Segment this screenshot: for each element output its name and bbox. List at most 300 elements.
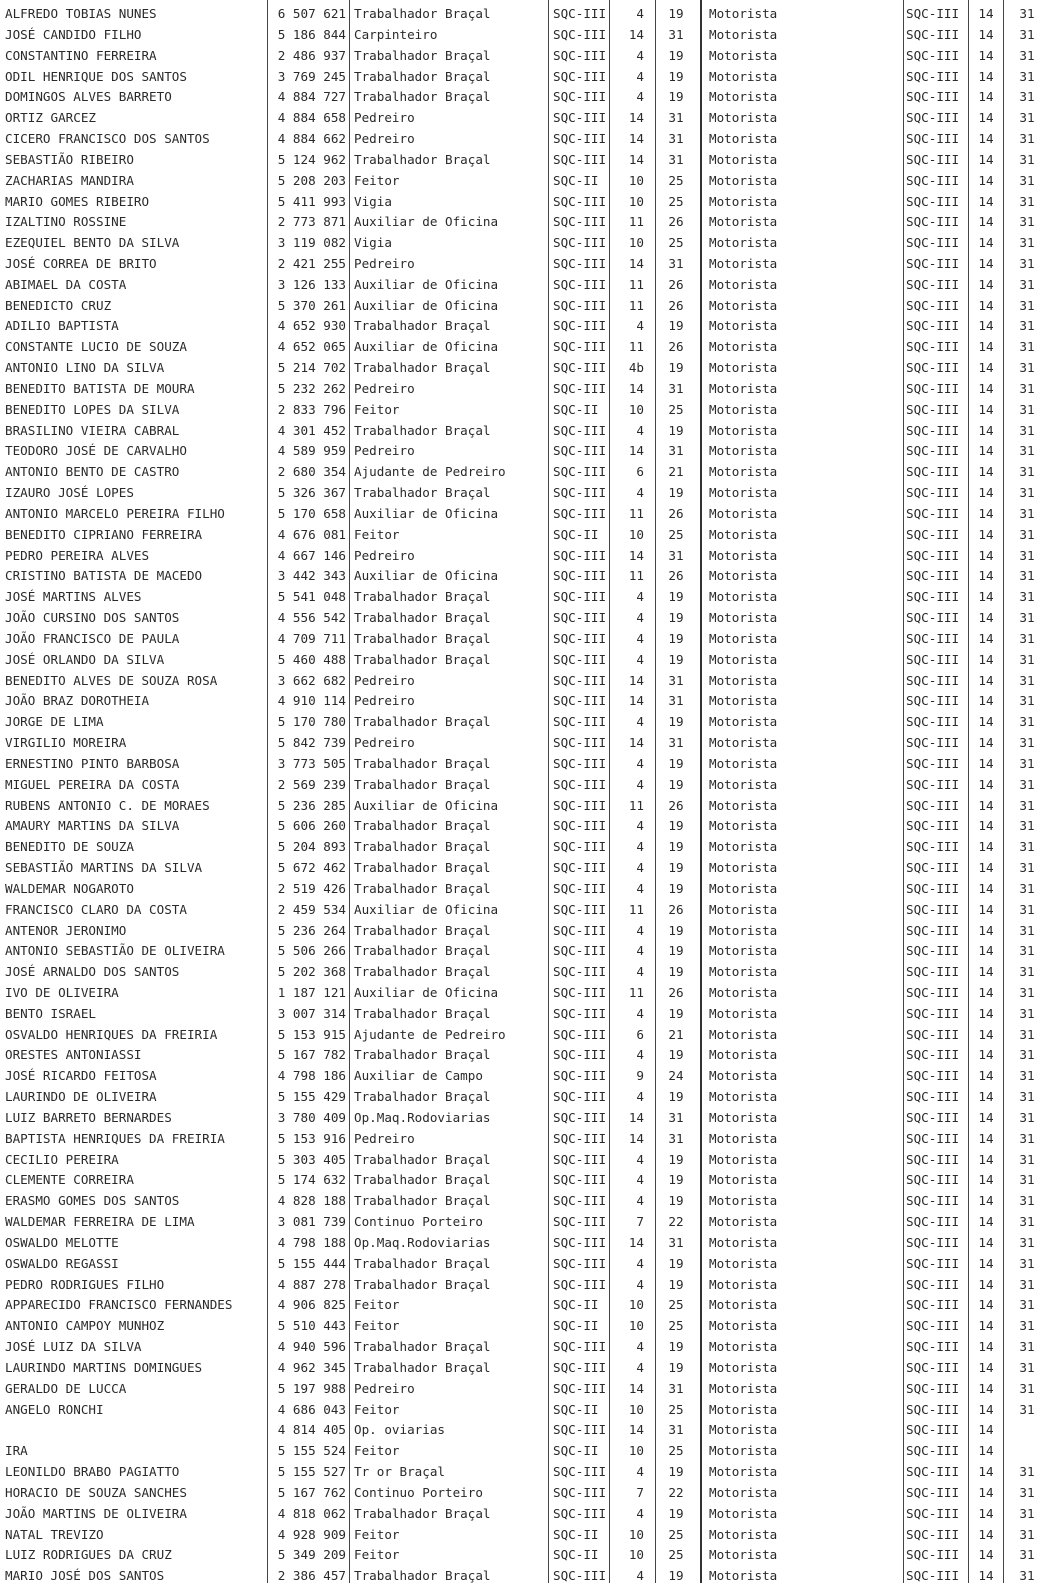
employee-name: ODIL HENRIQUE DOS SANTOS <box>5 68 187 84</box>
current-level: 4 <box>636 943 644 959</box>
table-row <box>0 46 1053 67</box>
current-level: 10 <box>628 1443 644 1459</box>
current-series: SQC-III <box>553 485 607 501</box>
registration-number: 5 460 488 <box>277 651 346 667</box>
table-row <box>0 921 1053 942</box>
current-level: 4 <box>636 1172 644 1188</box>
new-level: 14 <box>978 1109 994 1125</box>
current-function: Trabalhador Braçal <box>354 755 491 771</box>
new-level: 14 <box>978 276 994 292</box>
current-series: SQC-III <box>553 339 607 355</box>
current-series: SQC-III <box>553 505 607 521</box>
current-level: 4 <box>636 68 644 84</box>
current-series: SQC-III <box>553 1026 607 1042</box>
new-function: Motorista <box>709 6 778 21</box>
new-reference: 31 <box>1019 401 1035 417</box>
registration-number: 3 780 409 <box>277 1109 346 1125</box>
table-row <box>0 316 1053 337</box>
current-reference: 19 <box>668 651 684 667</box>
current-function: Trabalhador Braçal <box>354 1276 491 1292</box>
current-reference: 19 <box>668 360 684 376</box>
new-level: 14 <box>978 1047 994 1063</box>
current-reference: 24 <box>668 1068 684 1084</box>
current-level: 4 <box>636 839 644 855</box>
current-level: 4 <box>636 610 644 625</box>
current-level: 4 <box>636 1276 644 1292</box>
registration-number: 2 680 354 <box>277 464 346 480</box>
new-series: SQC-III <box>906 901 960 917</box>
new-function: Motorista <box>709 672 778 688</box>
registration-number: 4 910 114 <box>277 693 346 709</box>
current-level: 4b <box>628 360 644 376</box>
new-level: 14 <box>978 568 994 584</box>
new-level: 14 <box>978 1297 994 1313</box>
new-level: 14 <box>978 235 994 251</box>
current-reference: 19 <box>668 1339 684 1355</box>
new-function: Motorista <box>709 1547 778 1563</box>
current-series: SQC-III <box>553 151 607 167</box>
current-function: Continuo Porteiro <box>354 1484 483 1500</box>
new-function: Motorista <box>709 422 778 438</box>
current-function: Trabalhador Braçal <box>354 839 491 855</box>
current-level: 11 <box>628 214 644 230</box>
new-function: Motorista <box>709 818 778 834</box>
employee-name: JOSÉ ORLANDO DA SILVA <box>5 651 165 667</box>
new-reference: 31 <box>1019 110 1035 126</box>
new-level: 14 <box>978 610 994 625</box>
table-row <box>0 608 1053 629</box>
new-level: 14 <box>978 1151 994 1167</box>
current-function: Trabalhador Braçal <box>354 880 491 896</box>
table-row <box>0 1025 1053 1046</box>
current-reference: 31 <box>668 131 684 146</box>
table-row <box>0 900 1053 921</box>
current-reference: 31 <box>668 1380 684 1396</box>
current-reference: 25 <box>668 401 684 417</box>
new-level: 14 <box>978 526 994 542</box>
new-function: Motorista <box>709 1234 778 1250</box>
employee-name: ERNESTINO PINTO BARBOSA <box>5 755 180 771</box>
current-reference: 19 <box>668 6 684 21</box>
employee-name: BRASILINO VIEIRA CABRAL <box>5 422 180 438</box>
registration-number: 5 232 262 <box>277 380 346 396</box>
registration-number: 4 906 825 <box>277 1297 346 1313</box>
current-series: SQC-III <box>553 318 607 334</box>
new-reference: 31 <box>1019 1464 1035 1479</box>
table-row <box>0 379 1053 400</box>
new-series: SQC-III <box>906 1172 960 1188</box>
employee-name: LAURINDO DE OLIVEIRA <box>5 1089 157 1105</box>
new-reference: 31 <box>1019 797 1035 813</box>
current-series: SQC-III <box>553 860 607 875</box>
employee-name: GERALDO DE LUCCA <box>5 1380 127 1396</box>
current-series: SQC-III <box>553 1089 607 1105</box>
current-function: Ajudante de Pedreiro <box>354 464 506 480</box>
table-row <box>0 858 1053 879</box>
current-level: 6 <box>636 1026 644 1042</box>
table-row <box>0 1212 1053 1233</box>
new-series: SQC-III <box>906 1193 960 1209</box>
table-row <box>0 1066 1053 1087</box>
current-reference: 26 <box>668 297 684 313</box>
new-series: SQC-III <box>906 235 960 251</box>
employee-name: TEODORO JOSÉ DE CARVALHO <box>5 443 187 459</box>
new-series: SQC-III <box>906 485 960 501</box>
new-function: Motorista <box>709 1297 778 1313</box>
current-reference: 31 <box>668 151 684 167</box>
current-level: 14 <box>628 131 644 146</box>
employee-name: ALFREDO TOBIAS NUNES <box>5 6 157 21</box>
current-level: 4 <box>636 422 644 438</box>
registration-number: 5 174 632 <box>277 1172 346 1188</box>
new-reference <box>1007 1441 1047 1462</box>
table-row <box>0 1004 1053 1025</box>
current-reference: 21 <box>668 464 684 480</box>
current-series: SQC-II <box>553 1401 599 1417</box>
employee-name: MARIO GOMES RIBEIRO <box>5 193 150 209</box>
current-reference: 26 <box>668 276 684 292</box>
current-series: SQC-III <box>553 422 607 438</box>
new-function: Motorista <box>709 47 778 63</box>
current-series: SQC-II <box>553 1297 599 1313</box>
new-function: Motorista <box>709 1130 778 1146</box>
new-series: SQC-III <box>906 193 960 209</box>
new-reference: 31 <box>1019 131 1035 146</box>
new-level: 14 <box>978 1568 994 1584</box>
new-series: SQC-III <box>906 1047 960 1063</box>
new-series: SQC-III <box>906 547 960 563</box>
current-function: Carpinteiro <box>354 26 438 42</box>
new-function: Motorista <box>709 943 778 959</box>
current-level: 14 <box>628 1422 644 1438</box>
new-level: 14 <box>978 47 994 63</box>
current-function: Ajudante de Pedreiro <box>354 1026 506 1042</box>
current-reference: 19 <box>668 422 684 438</box>
employee-name: JOSÉ ARNALDO DOS SANTOS <box>5 964 180 980</box>
new-level: 14 <box>978 1526 994 1542</box>
new-reference: 31 <box>1019 443 1035 459</box>
current-series: SQC-III <box>553 1068 607 1084</box>
new-function: Motorista <box>709 1484 778 1500</box>
table-row <box>0 1525 1053 1546</box>
new-level: 14 <box>978 1068 994 1084</box>
new-level: 14 <box>978 360 994 376</box>
current-series: SQC-II <box>553 172 599 188</box>
new-level: 14 <box>978 818 994 834</box>
new-function: Motorista <box>709 1109 778 1125</box>
registration-number: 5 326 367 <box>277 485 346 501</box>
current-reference: 31 <box>668 1234 684 1250</box>
current-reference: 31 <box>668 380 684 396</box>
registration-number: 4 686 043 <box>277 1401 346 1417</box>
current-series: SQC-III <box>553 1151 607 1167</box>
current-series: SQC-III <box>553 880 607 896</box>
current-reference: 26 <box>668 568 684 584</box>
new-series: SQC-III <box>906 1401 960 1417</box>
current-function: Feitor <box>354 1297 400 1313</box>
new-series: SQC-III <box>906 526 960 542</box>
registration-number: 3 126 133 <box>277 276 346 292</box>
current-reference: 31 <box>668 1422 684 1438</box>
new-reference: 31 <box>1019 1318 1035 1334</box>
current-reference: 31 <box>668 672 684 688</box>
registration-number: 5 197 988 <box>277 1380 346 1396</box>
current-function: Auxiliar de Oficina <box>354 297 499 313</box>
new-reference: 31 <box>1019 1089 1035 1105</box>
new-function: Motorista <box>709 1214 778 1230</box>
registration-number: 3 081 739 <box>277 1214 346 1230</box>
current-reference: 25 <box>668 1547 684 1563</box>
table-row <box>0 1358 1053 1379</box>
current-reference: 31 <box>668 255 684 271</box>
current-function: Pedreiro <box>354 672 415 688</box>
new-series: SQC-III <box>906 297 960 313</box>
registration-number: 4 940 596 <box>277 1339 346 1355</box>
registration-number: 5 606 260 <box>277 818 346 834</box>
current-level: 4 <box>636 922 644 938</box>
current-function: Trabalhador Braçal <box>354 6 491 21</box>
current-series: SQC-III <box>553 235 607 251</box>
new-reference: 31 <box>1019 1068 1035 1084</box>
new-series: SQC-III <box>906 610 960 625</box>
table-row <box>0 1129 1053 1150</box>
current-function: Feitor <box>354 172 400 188</box>
current-series: SQC-II <box>553 526 599 542</box>
new-function: Motorista <box>709 776 778 792</box>
current-function: Trabalhador Braçal <box>354 1255 491 1271</box>
new-series: SQC-III <box>906 1297 960 1313</box>
new-reference: 31 <box>1019 589 1035 605</box>
registration-number: 5 672 462 <box>277 860 346 875</box>
current-reference: 31 <box>668 443 684 459</box>
new-function: Motorista <box>709 714 778 730</box>
employee-name: ANTONIO SEBASTIÃO DE OLIVEIRA <box>5 943 225 959</box>
registration-number: 4 828 188 <box>277 1193 346 1209</box>
new-series: SQC-III <box>906 860 960 875</box>
new-series: SQC-III <box>906 380 960 396</box>
new-level: 14 <box>978 1318 994 1334</box>
new-series: SQC-III <box>906 1526 960 1542</box>
new-function: Motorista <box>709 1464 778 1479</box>
current-level: 4 <box>636 485 644 501</box>
current-level: 10 <box>628 526 644 542</box>
current-series: SQC-III <box>553 839 607 855</box>
employee-name: APPARECIDO FRANCISCO FERNANDES <box>5 1297 233 1313</box>
new-reference: 31 <box>1019 276 1035 292</box>
table-row <box>0 1420 1053 1441</box>
table-row <box>0 1191 1053 1212</box>
new-series: SQC-III <box>906 464 960 480</box>
new-reference: 31 <box>1019 1151 1035 1167</box>
new-reference: 31 <box>1019 630 1035 646</box>
new-level: 14 <box>978 1193 994 1209</box>
employee-name: VIRGILIO MOREIRA <box>5 735 127 750</box>
registration-number: 4 962 345 <box>277 1359 346 1375</box>
new-series: SQC-III <box>906 735 960 750</box>
current-level: 14 <box>628 693 644 709</box>
employee-name: BENEDITO DE SOUZA <box>5 839 134 855</box>
new-function: Motorista <box>709 1318 778 1334</box>
current-function: Trabalhador Braçal <box>354 68 491 84</box>
new-series: SQC-III <box>906 1214 960 1230</box>
new-function: Motorista <box>709 401 778 417</box>
new-level: 14 <box>978 839 994 855</box>
table-row <box>0 879 1053 900</box>
current-reference: 19 <box>668 755 684 771</box>
current-series: SQC-III <box>553 1276 607 1292</box>
new-series: SQC-III <box>906 89 960 105</box>
registration-number: 2 833 796 <box>277 401 346 417</box>
current-level: 4 <box>636 714 644 730</box>
new-reference: 31 <box>1019 1109 1035 1125</box>
current-series: SQC-II <box>553 1526 599 1542</box>
registration-number: 4 814 405 <box>277 1422 346 1438</box>
employee-name: ORTIZ GARCEZ <box>5 110 96 126</box>
current-level: 4 <box>636 1089 644 1105</box>
new-function: Motorista <box>709 755 778 771</box>
new-level: 14 <box>978 985 994 1000</box>
table-row <box>0 1087 1053 1108</box>
table-row <box>0 1441 1053 1462</box>
current-series: SQC-III <box>553 443 607 459</box>
current-reference: 25 <box>668 1401 684 1417</box>
current-series: SQC-III <box>553 26 607 42</box>
current-function: Trabalhador Braçal <box>354 1089 491 1105</box>
current-series: SQC-III <box>553 1422 607 1438</box>
current-function: Pedreiro <box>354 1130 415 1146</box>
registration-number: 3 662 682 <box>277 672 346 688</box>
current-reference: 19 <box>668 1005 684 1021</box>
table-row <box>0 4 1053 25</box>
registration-number: 5 236 285 <box>277 797 346 813</box>
table-row <box>0 1483 1053 1504</box>
registration-number: 5 170 658 <box>277 505 346 521</box>
new-function: Motorista <box>709 380 778 396</box>
current-reference: 19 <box>668 1255 684 1271</box>
table-row <box>0 754 1053 775</box>
new-reference: 31 <box>1019 901 1035 917</box>
new-level: 14 <box>978 860 994 875</box>
current-level: 4 <box>636 1193 644 1209</box>
new-function: Motorista <box>709 985 778 1000</box>
table-row <box>0 400 1053 421</box>
table-row <box>0 1462 1053 1483</box>
table-row <box>0 587 1053 608</box>
current-level: 4 <box>636 880 644 896</box>
new-reference: 31 <box>1019 755 1035 771</box>
new-level: 14 <box>978 1422 994 1438</box>
current-level: 9 <box>636 1068 644 1084</box>
new-series: SQC-III <box>906 880 960 896</box>
current-level: 4 <box>636 964 644 980</box>
current-reference: 19 <box>668 1359 684 1375</box>
current-reference: 19 <box>668 1276 684 1292</box>
current-level: 14 <box>628 1130 644 1146</box>
new-level: 14 <box>978 1130 994 1146</box>
new-level: 14 <box>978 1255 994 1271</box>
employee-name: BENEDITO ALVES DE SOUZA ROSA <box>5 672 218 688</box>
current-reference: 19 <box>668 860 684 875</box>
new-reference: 31 <box>1019 1255 1035 1271</box>
new-reference: 31 <box>1019 610 1035 625</box>
registration-number: 4 928 909 <box>277 1526 346 1542</box>
registration-number: 5 167 782 <box>277 1047 346 1063</box>
registration-number: 3 442 343 <box>277 568 346 584</box>
new-series: SQC-III <box>906 1109 960 1125</box>
current-level: 10 <box>628 1401 644 1417</box>
current-reference: 19 <box>668 47 684 63</box>
table-row <box>0 733 1053 754</box>
new-reference: 31 <box>1019 360 1035 376</box>
new-function: Motorista <box>709 276 778 292</box>
new-reference: 31 <box>1019 255 1035 271</box>
table-row <box>0 1400 1053 1421</box>
employee-name: DOMINGOS ALVES BARRETO <box>5 89 172 105</box>
new-level: 14 <box>978 1005 994 1021</box>
current-level: 4 <box>636 6 644 21</box>
employee-name: HORACIO DE SOUZA SANCHES <box>5 1484 187 1500</box>
current-level: 4 <box>636 318 644 334</box>
current-series: SQC-III <box>553 1193 607 1209</box>
new-reference: 31 <box>1019 693 1035 709</box>
new-level: 14 <box>978 131 994 146</box>
table-row <box>0 421 1053 442</box>
new-series: SQC-III <box>906 1089 960 1105</box>
new-series: SQC-III <box>906 1151 960 1167</box>
current-function: Trabalhador Braçal <box>354 1359 491 1375</box>
registration-number: 5 204 893 <box>277 839 346 855</box>
current-reference: 25 <box>668 193 684 209</box>
new-series: SQC-III <box>906 6 960 21</box>
current-series: SQC-III <box>553 1484 607 1500</box>
new-level: 14 <box>978 193 994 209</box>
new-reference: 31 <box>1019 26 1035 42</box>
new-function: Motorista <box>709 1526 778 1542</box>
current-reference: 22 <box>668 1214 684 1230</box>
current-reference: 19 <box>668 485 684 501</box>
new-level: 14 <box>978 151 994 167</box>
employee-name: SEBASTIÃO MARTINS DA SILVA <box>5 860 203 875</box>
current-level: 4 <box>636 1339 644 1355</box>
new-series: SQC-III <box>906 1484 960 1500</box>
new-function: Motorista <box>709 589 778 605</box>
new-function: Motorista <box>709 630 778 646</box>
registration-number: 4 709 711 <box>277 630 346 646</box>
new-series: SQC-III <box>906 172 960 188</box>
new-level: 14 <box>978 1234 994 1250</box>
new-series: SQC-III <box>906 568 960 584</box>
employee-name: ANTONIO LINO DA SILVA <box>5 360 165 376</box>
current-function: Trabalhador Braçal <box>354 589 491 605</box>
new-function: Motorista <box>709 839 778 855</box>
registration-number: 5 155 429 <box>277 1089 346 1105</box>
registration-number: 2 773 871 <box>277 214 346 230</box>
employee-name: RUBENS ANTONIO C. DE MORAES <box>5 797 210 813</box>
new-reference: 31 <box>1019 1234 1035 1250</box>
new-reference: 31 <box>1019 735 1035 750</box>
new-reference: 31 <box>1019 172 1035 188</box>
current-level: 4 <box>636 860 644 875</box>
current-series: SQC-III <box>553 735 607 750</box>
table-row <box>0 1337 1053 1358</box>
new-reference: 31 <box>1019 1297 1035 1313</box>
new-function: Motorista <box>709 1505 778 1521</box>
new-reference: 31 <box>1019 1214 1035 1230</box>
new-series: SQC-III <box>906 401 960 417</box>
registration-number: 2 569 239 <box>277 776 346 792</box>
current-reference: 26 <box>668 797 684 813</box>
employee-name: ANTONIO MARCELO PEREIRA FILHO <box>5 505 225 521</box>
